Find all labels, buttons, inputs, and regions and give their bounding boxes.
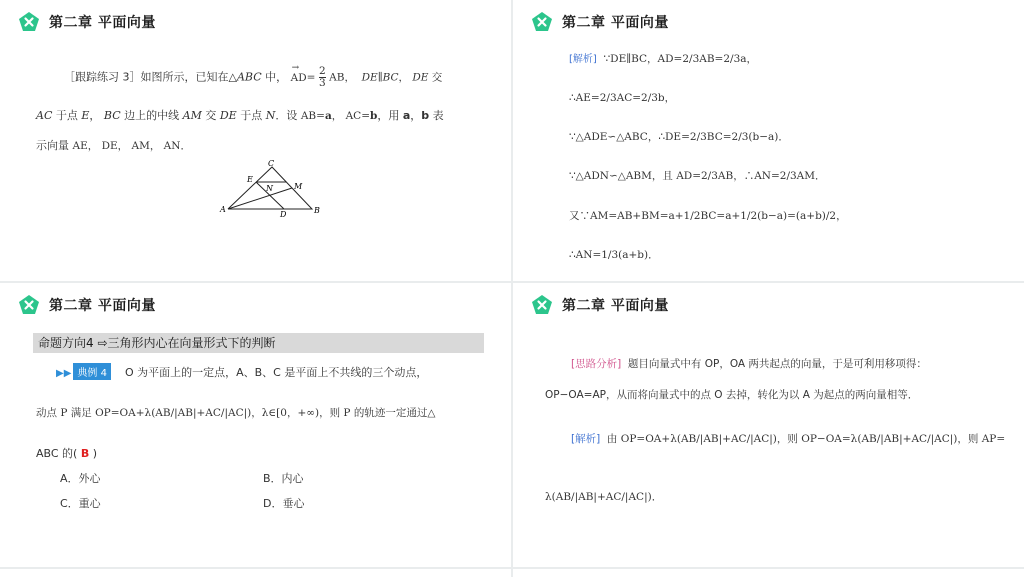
analysis-line-1: [思路分析] 题目向量式中有 OP，OA 两共起点的向量，于是可利用移项得： xyxy=(571,358,927,370)
close-x-pentagon-icon xyxy=(18,294,40,316)
panel-stub-right xyxy=(513,569,1024,577)
close-x-pentagon-icon xyxy=(531,11,553,33)
solution-line-6: ∴AN=1/3(a+b)． xyxy=(569,249,659,261)
panel-header xyxy=(531,294,669,316)
chapter-title: 第二章 平面向量 xyxy=(562,15,669,31)
panel-header xyxy=(531,11,669,33)
answer-mark: B xyxy=(80,447,90,460)
panel-top-left xyxy=(0,0,511,281)
solution-line-2: ∴AE=2/3AC=2/3b， xyxy=(569,92,676,104)
svg-text:B: B xyxy=(314,206,320,215)
triangle-figure xyxy=(216,159,326,219)
solution-line-5: 又∵AM=AB+BM=a+1/2BC=a+1/2(b−a)=(a+b)/2， xyxy=(569,210,847,222)
option-c: C．重心 xyxy=(60,497,101,510)
panel-bottom-right xyxy=(513,283,1024,567)
problem-line-3: 示向量 AE， DE， AM， AN． xyxy=(36,139,191,152)
solution-line-1: [解析] 由 OP=OA+λ(AB/|AB|+AC/|AC|)，则 OP−OA=λ(AB/|AB|+AC/|AC|)，则 AP= xyxy=(571,433,1006,445)
chapter-title: 第二章 平面向量 xyxy=(562,298,669,314)
solution-tag: [解析] xyxy=(571,433,601,445)
question-line-3: ABC 的( B ) xyxy=(36,447,98,460)
svg-text:M: M xyxy=(294,182,303,191)
question-line-2: 动点 P 满足 OP=OA+λ(AB/|AB|+AC/|AC|)，λ∈[0，+∞)，则 P 的轨迹一定通过△ xyxy=(36,407,436,419)
panel-bottom-left xyxy=(0,283,511,567)
svg-text:C: C xyxy=(268,159,275,168)
chapter-title: 第二章 平面向量 xyxy=(49,298,156,314)
analysis-line-2: OP−OA=AP，从而将向量式中的点 O 去掉，转化为以 A 为起点的两向量相等． xyxy=(545,389,919,401)
panel-header xyxy=(18,294,156,316)
svg-text:D: D xyxy=(280,210,287,219)
close-x-pentagon-icon xyxy=(18,11,40,33)
problem-line-1: ［跟踪练习 3］如图所示，已知在△ABC 中， AD → = $\frac{2}{3}$ AB， DE∥BC， DE 交 xyxy=(64,62,443,89)
panel-stub-left xyxy=(0,569,511,577)
close-x-pentagon-icon xyxy=(531,294,553,316)
double-arrow-icon: ▶▶ xyxy=(56,368,72,379)
analysis-tag: [思路分析] xyxy=(571,358,622,370)
svg-text:E: E xyxy=(247,175,253,184)
question-line-1: ▶▶ 典例 4 O 为平面上的一定点，A、B、C 是平面上不共线的三个动点， xyxy=(56,363,427,380)
example-badge: 典例 4 xyxy=(73,363,111,380)
option-a: A．外心 xyxy=(60,472,101,485)
chapter-title: 第二章 平面向量 xyxy=(49,15,156,31)
svg-text:A: A xyxy=(220,205,226,214)
option-b: B．内心 xyxy=(263,472,304,485)
solution-line-3: ∵△ADE∽△ABC，∴DE=2/3BC=2/3(b−a)． xyxy=(569,131,789,143)
panel-header xyxy=(18,11,156,33)
solution-line-1: [解析] ∵DE∥BC，AD=2/3AB=2/3a， xyxy=(569,53,758,65)
panel-top-right xyxy=(513,0,1024,281)
solution-line-2: λ(AB/|AB|+AC/|AC|)． xyxy=(545,491,663,503)
option-d: D．垂心 xyxy=(263,497,305,510)
solution-line-4: ∵△ADN∽△ABM，且 AD=2/3AB，∴AN=2/3AM． xyxy=(569,170,826,182)
topic-bar: 命题方向4 ⇨三角形内心在向量形式下的判断 xyxy=(33,333,484,353)
svg-text:N: N xyxy=(266,184,273,193)
problem-line-2: AC 于点 E， BC 边上的中线 AM 交 DE 于点 N．设 AB=a， AC=b，用 a，b 表 xyxy=(36,109,444,122)
